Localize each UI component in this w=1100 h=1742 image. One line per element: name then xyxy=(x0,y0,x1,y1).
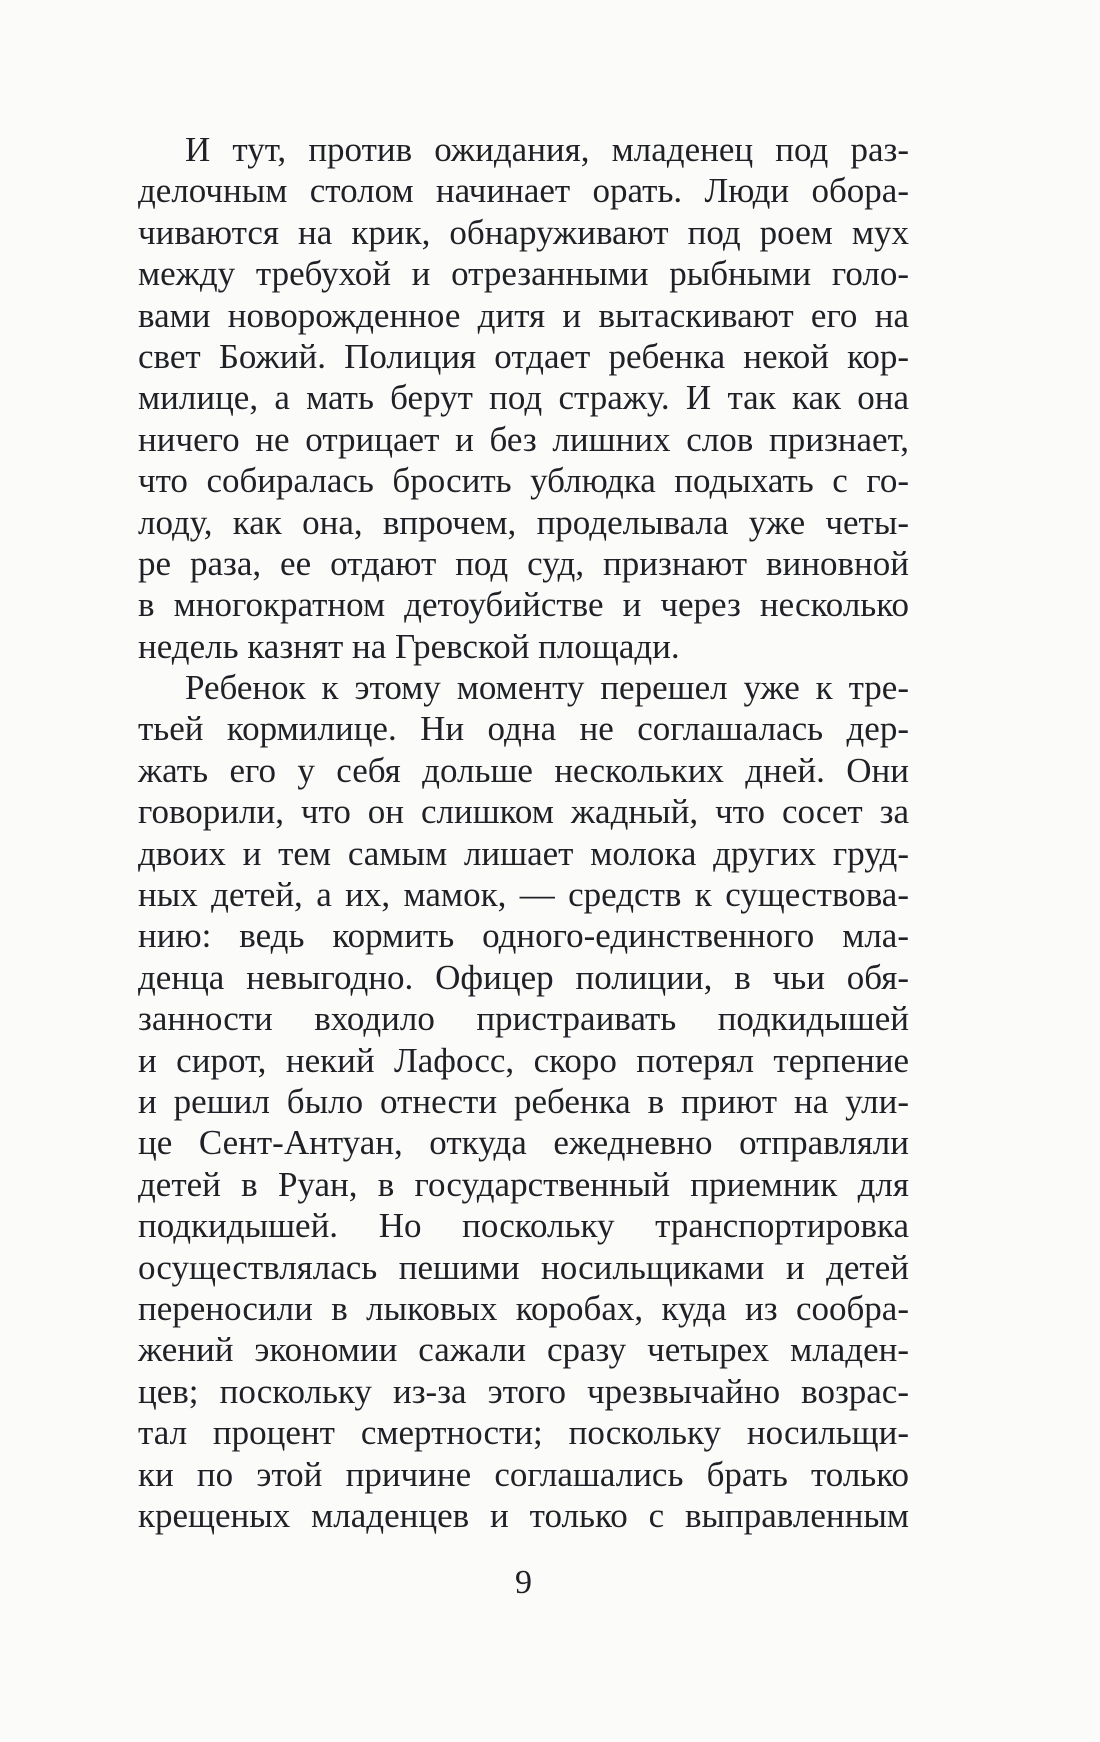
text-line: крещеных младенцев и только с выправленным xyxy=(138,1495,909,1535)
text-line: подкидышей. Но поскольку транспортировка xyxy=(138,1206,909,1246)
paragraph-2 xyxy=(138,667,909,1536)
text-line: вами новорожденное дитя и вытаскивают его на xyxy=(138,295,909,335)
text-line: детей в Руан, в государственный приемник для xyxy=(138,1164,909,1204)
text-line: что собиралась бросить ублюдка подыхать с го- xyxy=(138,461,909,501)
text-line: жений экономии сажали сразу четырех младен- xyxy=(138,1330,909,1370)
text-line: лоду, как она, впрочем, проделывала уже четы- xyxy=(138,502,909,542)
text-line: чиваются на крик, обнаруживают под роем мух xyxy=(138,212,909,252)
text-line: двоих и тем самым лишает молока других груд- xyxy=(138,833,909,873)
text-line: жать его у себя дольше нескольких дней. Они xyxy=(138,750,909,790)
text-line: в многократном детоубийстве и через несколько xyxy=(138,585,909,625)
text-line: свет Божий. Полиция отдает ребенка некой кор- xyxy=(138,336,909,376)
text-line: переносили в лыковых коробах, куда из сообра- xyxy=(138,1288,909,1328)
text-block xyxy=(138,129,909,1604)
text-line: ки по этой причине соглашались брать только xyxy=(138,1454,909,1494)
text-line: и сирот, некий Лафосс, скоро потерял терпение xyxy=(138,1040,909,1080)
paragraph-1 xyxy=(138,129,909,667)
text-line: Ребенок к этому моменту перешел уже к тре- xyxy=(185,668,909,708)
text-line: тал процент смертности; поскольку носильщи- xyxy=(138,1413,909,1453)
text-line: говорили, что он слишком жадный, что сосет за xyxy=(138,792,909,832)
text-line: недель казнят на Гревской площади. xyxy=(138,626,680,666)
text-line: и решил было отнести ребенка в приют на ули- xyxy=(138,1081,909,1121)
text-line: делочным столом начинает орать. Люди обора- xyxy=(138,171,909,211)
text-line: ре раза, ее отдают под суд, признают виновной xyxy=(138,543,909,583)
text-line: милице, а мать берут под стражу. И так как она xyxy=(138,378,909,418)
text-line: занности входило пристраивать подкидышей xyxy=(138,999,909,1039)
text-line: цев; поскольку из-за этого чрезвычайно возрас- xyxy=(138,1371,909,1411)
text-line: ных детей, а их, мамок, — средств к существова- xyxy=(138,875,909,915)
page-number: 9 xyxy=(515,1564,532,1602)
text-line: осуществлялась пешими носильщиками и детей xyxy=(138,1247,909,1287)
text-line: тьей кормилице. Ни одна не соглашалась дер- xyxy=(138,709,909,749)
text-line: денца невыгодно. Офицер полиции, в чьи обя- xyxy=(138,957,909,997)
text-line: ничего не отрицает и без лишних слов признает, xyxy=(138,419,909,459)
text-line: И тут, против ожидания, младенец под раз- xyxy=(185,130,909,169)
text-line: нию: ведь кормить одного-единственного мла- xyxy=(138,916,909,956)
text-line: це Сент-Антуан, откуда ежедневно отправляли xyxy=(138,1123,909,1163)
text-line: между требухой и отрезанными рыбными голо- xyxy=(138,254,909,294)
